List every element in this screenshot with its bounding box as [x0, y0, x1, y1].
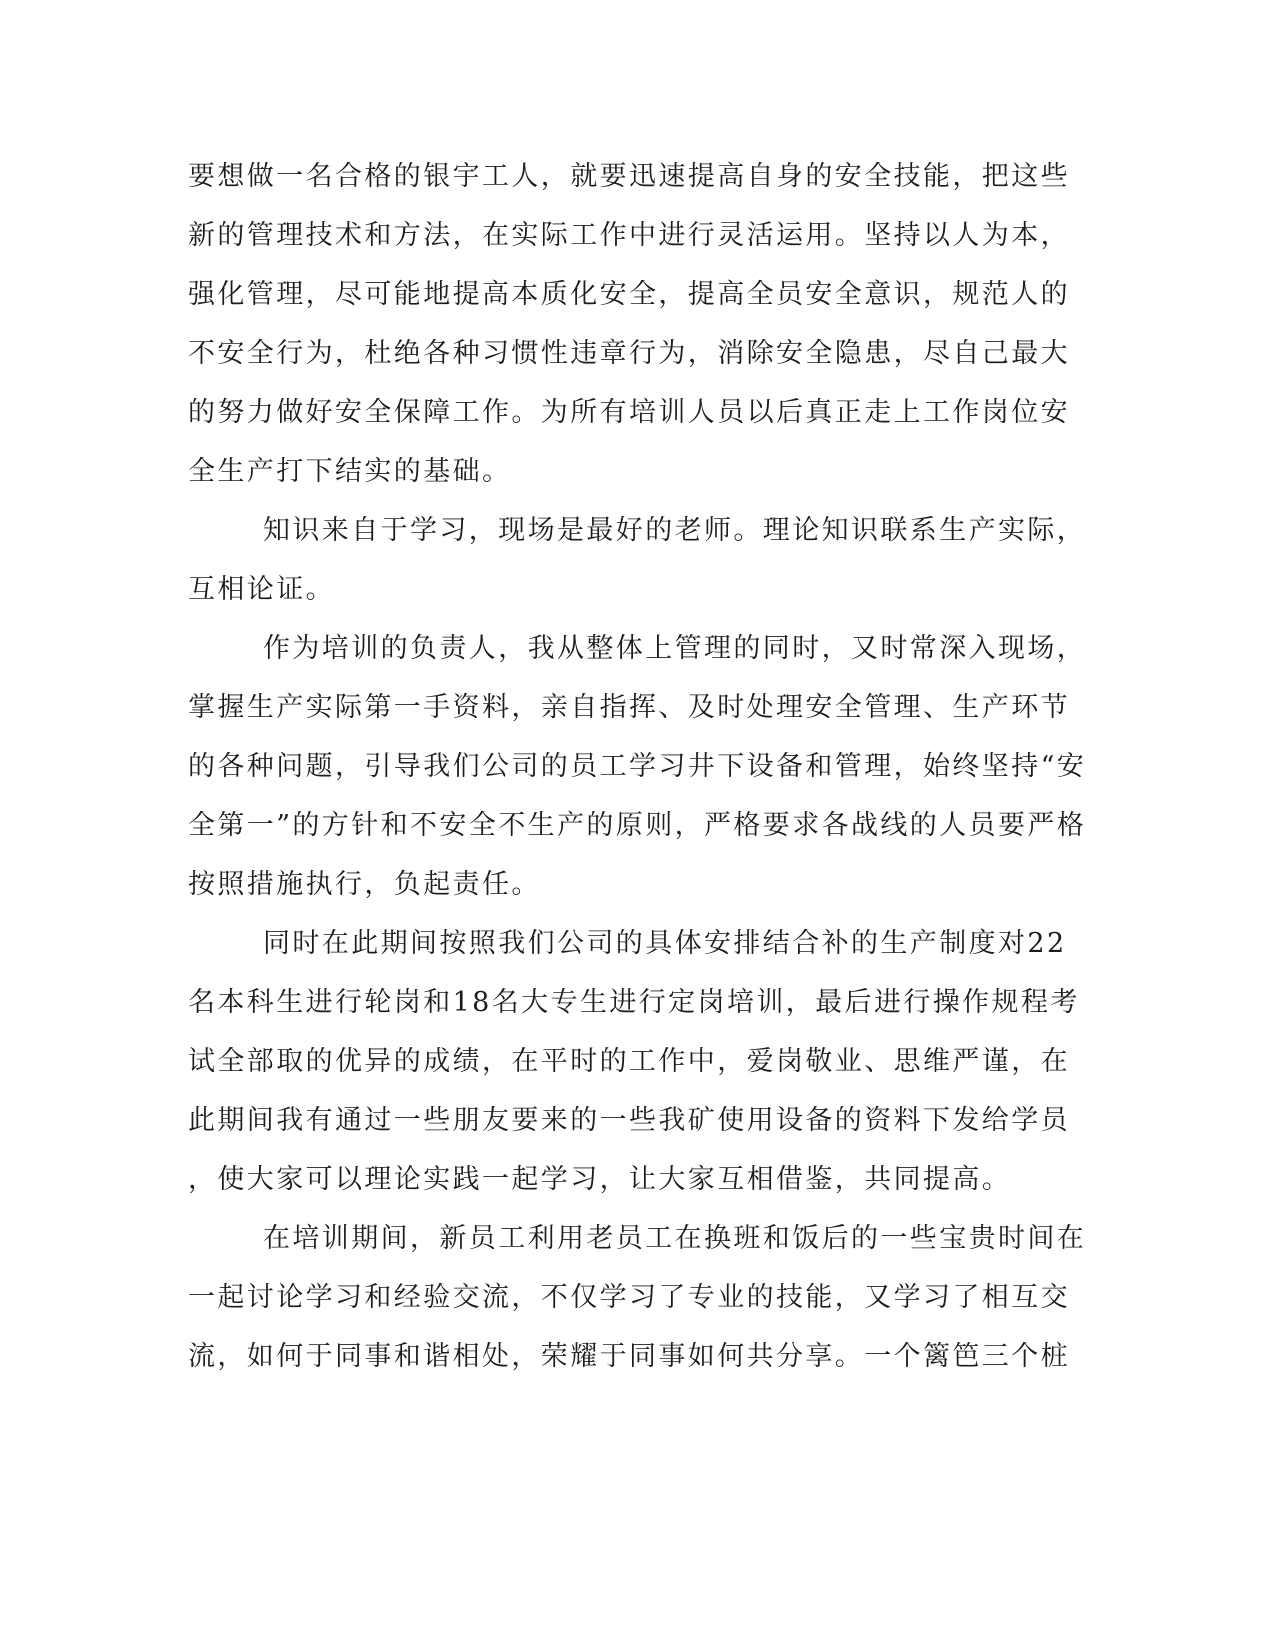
paragraph-3-line-5: 按照措施执行，负起责任。: [188, 869, 541, 900]
paragraph-3-line-1: 作为培训的负责人，我从整体上管理的同时，又时常深入现场，: [263, 633, 1087, 664]
paragraph-5-line-2: 一起讨论学习和经验交流，不仅学习了专业的技能，又学习了相互交: [188, 1282, 1070, 1313]
paragraph-1-line-4: 不安全行为，杜绝各种习惯性违章行为，消除安全隐患，尽自己最大: [188, 338, 1070, 369]
paragraph-4-line-4: 此期间我有通过一些朋友要来的一些我矿使用设备的资料下发给学员: [188, 1105, 1070, 1136]
paragraph-3-line-2: 掌握生产实际第一手资料，亲自指挥、及时处理安全管理、生产环节: [188, 692, 1070, 723]
paragraph-1-line-3: 强化管理，尽可能地提高本质化安全，提高全员安全意识，规范人的: [188, 279, 1070, 310]
paragraph-3-line-3: 的各种问题，引导我们公司的员工学习井下设备和管理，始终坚持“安: [188, 751, 1087, 782]
paragraph-1-line-5: 的努力做好安全保障工作。为所有培训人员以后真正走上工作岗位安: [188, 397, 1070, 428]
paragraph-3-line-4: 全第一”的方针和不安全不生产的原则，严格要求各战线的人员要严格: [188, 810, 1087, 841]
paragraph-2-line-2: 互相论证。: [188, 574, 335, 605]
paragraph-1-line-6: 全生产打下结实的基础。: [188, 456, 512, 487]
paragraph-1-line-1: 要想做一名合格的银宇工人，就要迅速提高自身的安全技能，把这些: [188, 161, 1070, 192]
paragraph-4-line-3: 试全部取的优异的成绩，在平时的工作中，爱岗敬业、思维严谨，在: [188, 1046, 1070, 1077]
paragraph-5-line-1: 在培训期间，新员工利用老员工在换班和饭后的一些宝贵时间在: [263, 1223, 1087, 1254]
paragraph-4-line-1: 同时在此期间按照我们公司的具体安排结合补的生产制度对22: [263, 928, 1067, 959]
paragraph-5-line-3: 流，如何于同事和谐相处，荣耀于同事如何共分享。一个篱笆三个桩: [188, 1341, 1070, 1372]
paragraph-2-line-1: 知识来自于学习，现场是最好的老师。理论知识联系生产实际，: [263, 515, 1087, 546]
paragraph-4-line-2: 名本科生进行轮岗和18名大专生进行定岗培训，最后进行操作规程考: [188, 987, 1080, 1018]
paragraph-1-line-2: 新的管理技术和方法，在实际工作中进行灵活运用。坚持以人为本，: [188, 220, 1070, 251]
paragraph-4-line-5: ，使大家可以理论实践一起学习，让大家互相借鉴，共同提高。: [188, 1164, 1012, 1195]
